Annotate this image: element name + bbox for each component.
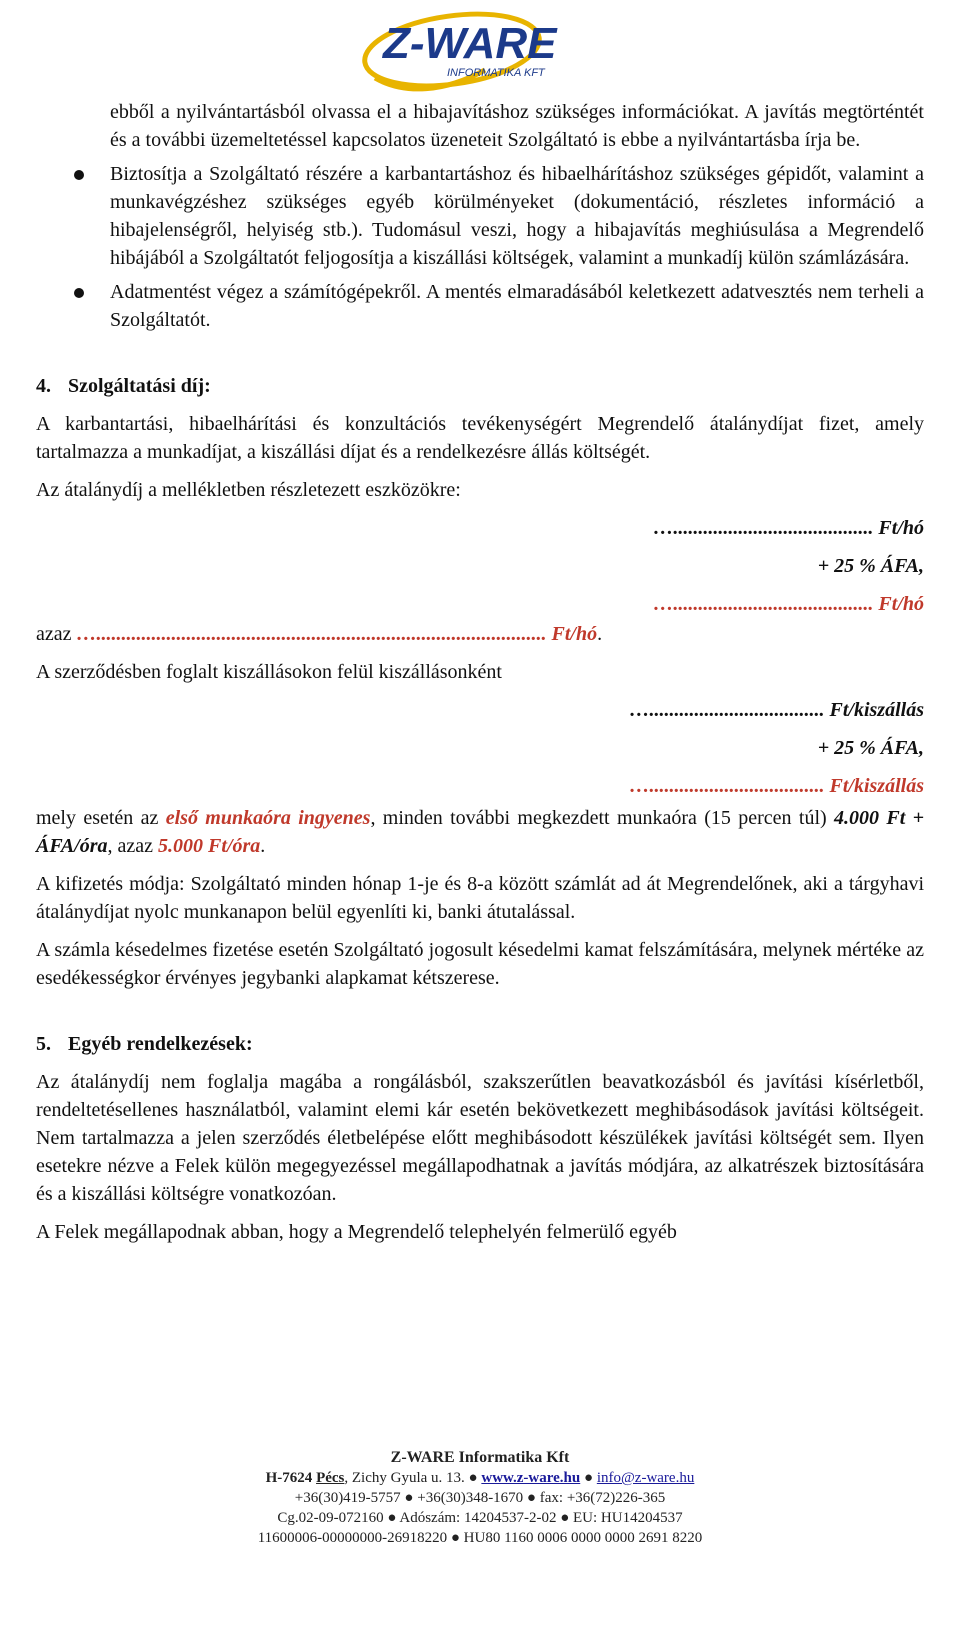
trip-gross-line: …................................... Ft/kiszállás [629, 775, 924, 797]
section-number: 5. [36, 1033, 51, 1055]
fee-azaz-line [36, 620, 924, 648]
hour-prefix: mely esetén az [36, 807, 166, 829]
trip-vat-line: + 25 % ÁFA, [817, 737, 924, 759]
footer-address-line [0, 1468, 960, 1488]
hour-mid: , minden további megkezdett munkaóra (15 percen túl) [370, 807, 835, 829]
azaz-value: ….......................................................................................... Ft/hó [76, 623, 598, 645]
hour-azaz: , azaz [107, 835, 159, 857]
fee-net-line: …........................................ Ft/hó [653, 517, 924, 539]
fee-devices-line: Az átalánydíj a mellékletben részletezett eszközökre: [36, 479, 461, 501]
logo-wordmark: Z-WARE [383, 19, 557, 68]
exclusions-paragraph: Az átalánydíj nem foglalja magába a rongálásból, szakszerűtlen beavatkozásból és javítási kísérletből, rendeltetésellenes használatból, valamint elemi kár esetén bekövetkezett meghibásodások javítási költségeit. Nem tartalmazza a jelen szerződés életbelépése előtt meghibásodott készülékek javítási költségét sem. Ilyen esetekre nézve a Felek külön megegyezéssel megállapodhatnak a javítás módjára, az alkatrészek biztosítására és a kiszállási költségre vonatkozóan. [36, 1071, 924, 1205]
footer-company-name: Z-WARE Informatika Kft [390, 1449, 570, 1466]
hour-net-rate: 4.000 Ft + ÁFA/óra [36, 807, 924, 857]
hourly-rate-paragraph [36, 804, 924, 860]
footer-postcode: H-7624 [265, 1470, 317, 1486]
azaz-suffix: . [597, 623, 603, 645]
fee-intro-paragraph: A karbantartási, hibaelhárítási és konzultációs tevékenységért Megrendelő átalánydíjat fizet, amely tartalmazza a munkadíjat, a kiszállási díjat és a rendelkezésre állás költségét. [36, 413, 924, 463]
logo-subtext: INFORMATIKA KFT [447, 67, 545, 79]
footer-separator: ● [580, 1470, 597, 1486]
late-payment-paragraph: A számla késedelmes fizetése esetén Szolgáltató jogosult késedelmi kamat felszámítására, melynek mértéke az esedékességkor érvényes jegybanki alapkamat kétszerese. [36, 939, 924, 989]
azaz-label: azaz [36, 623, 77, 645]
hour-end: . [260, 835, 266, 857]
bullet-item [36, 278, 924, 334]
section-title: Szolgáltatási díj: [68, 375, 211, 397]
trip-intro-line: A szerződésben foglalt kiszállásokon felül kiszállásonként [36, 661, 502, 683]
footer-ids: Cg.02-09-072160 ● Adószám: 14204537-2-02 ● EU: HU14204537 [277, 1510, 683, 1526]
payment-paragraph: A kifizetés módja: Szolgáltató minden hónap 1-je és 8-a között számlát ad át Megrendelőnek, aki a tárgyhavi átalánydíjat nyolc munkanapon belül egyenlíti ki, banki átutalással. [36, 873, 924, 923]
bullet-dot-icon [74, 288, 84, 298]
company-footer [0, 1448, 960, 1548]
website-link[interactable]: www.z-ware.hu [481, 1470, 581, 1486]
footer-city: Pécs [316, 1470, 345, 1486]
footer-street: , Zichy Gyula u. 13. ● [344, 1470, 482, 1486]
first-hour-free: első munkaóra ingyenes [165, 807, 371, 829]
hour-gross-rate: 5.000 Ft/óra [158, 835, 261, 857]
section-number: 4. [36, 375, 51, 397]
document-body [36, 98, 924, 1246]
site-costs-paragraph: A Felek megállapodnak abban, hogy a Megrendelő telephelyén felmerülő egyéb [36, 1221, 677, 1243]
fee-gross-line: …........................................ Ft/hó [653, 593, 924, 615]
section-5-heading [36, 1030, 924, 1058]
email-link[interactable]: info@z-ware.hu [596, 1470, 695, 1486]
bullet-item [36, 160, 924, 272]
trip-net-line: …................................... Ft/kiszállás [629, 699, 924, 721]
bullet-text: Adatmentést végez a számítógépekről. A mentés elmaradásából keletkezett adatvesztés nem terheli a Szolgáltatót. [110, 281, 924, 331]
bullet-text: Biztosítja a Szolgáltató részére a karbantartáshoz és hibaelhárításhoz szükséges gépidőt, valamint a munkavégzéshez szükséges egyéb körülményeket (dokumentáció, részletes információ a hibajelenségről, helyiség stb.). Tudomásul veszi, hogy a hibajavítás meghiúsulása a Megrendelő hibájából a Szolgáltatót feljogosítja a kiszállási költségek, valamint a munkadíj külön számlázására. [110, 163, 924, 269]
z-ware-logo [335, 0, 570, 98]
bullet-dot-icon [74, 170, 84, 180]
footer-bank: 11600006-00000000-26918220 ● HU80 1160 0006 0000 0000 2691 8220 [257, 1530, 703, 1546]
footer-phones: +36(30)419-5757 ● +36(30)348-1670 ● fax: +36(72)226-365 [294, 1490, 666, 1506]
section-4-heading [36, 372, 924, 400]
fee-vat-line: + 25 % ÁFA, [817, 555, 924, 577]
intro-paragraph: ebből a nyilvántartásból olvassa el a hibajavításhoz szükséges információkat. A javítás megtörténtét és a további üzemeltetéssel kapcsolatos üzeneteit Szolgáltató is ebbe a nyilvántartásba írja be. [110, 101, 924, 151]
section-title: Egyéb rendelkezések: [68, 1033, 253, 1055]
